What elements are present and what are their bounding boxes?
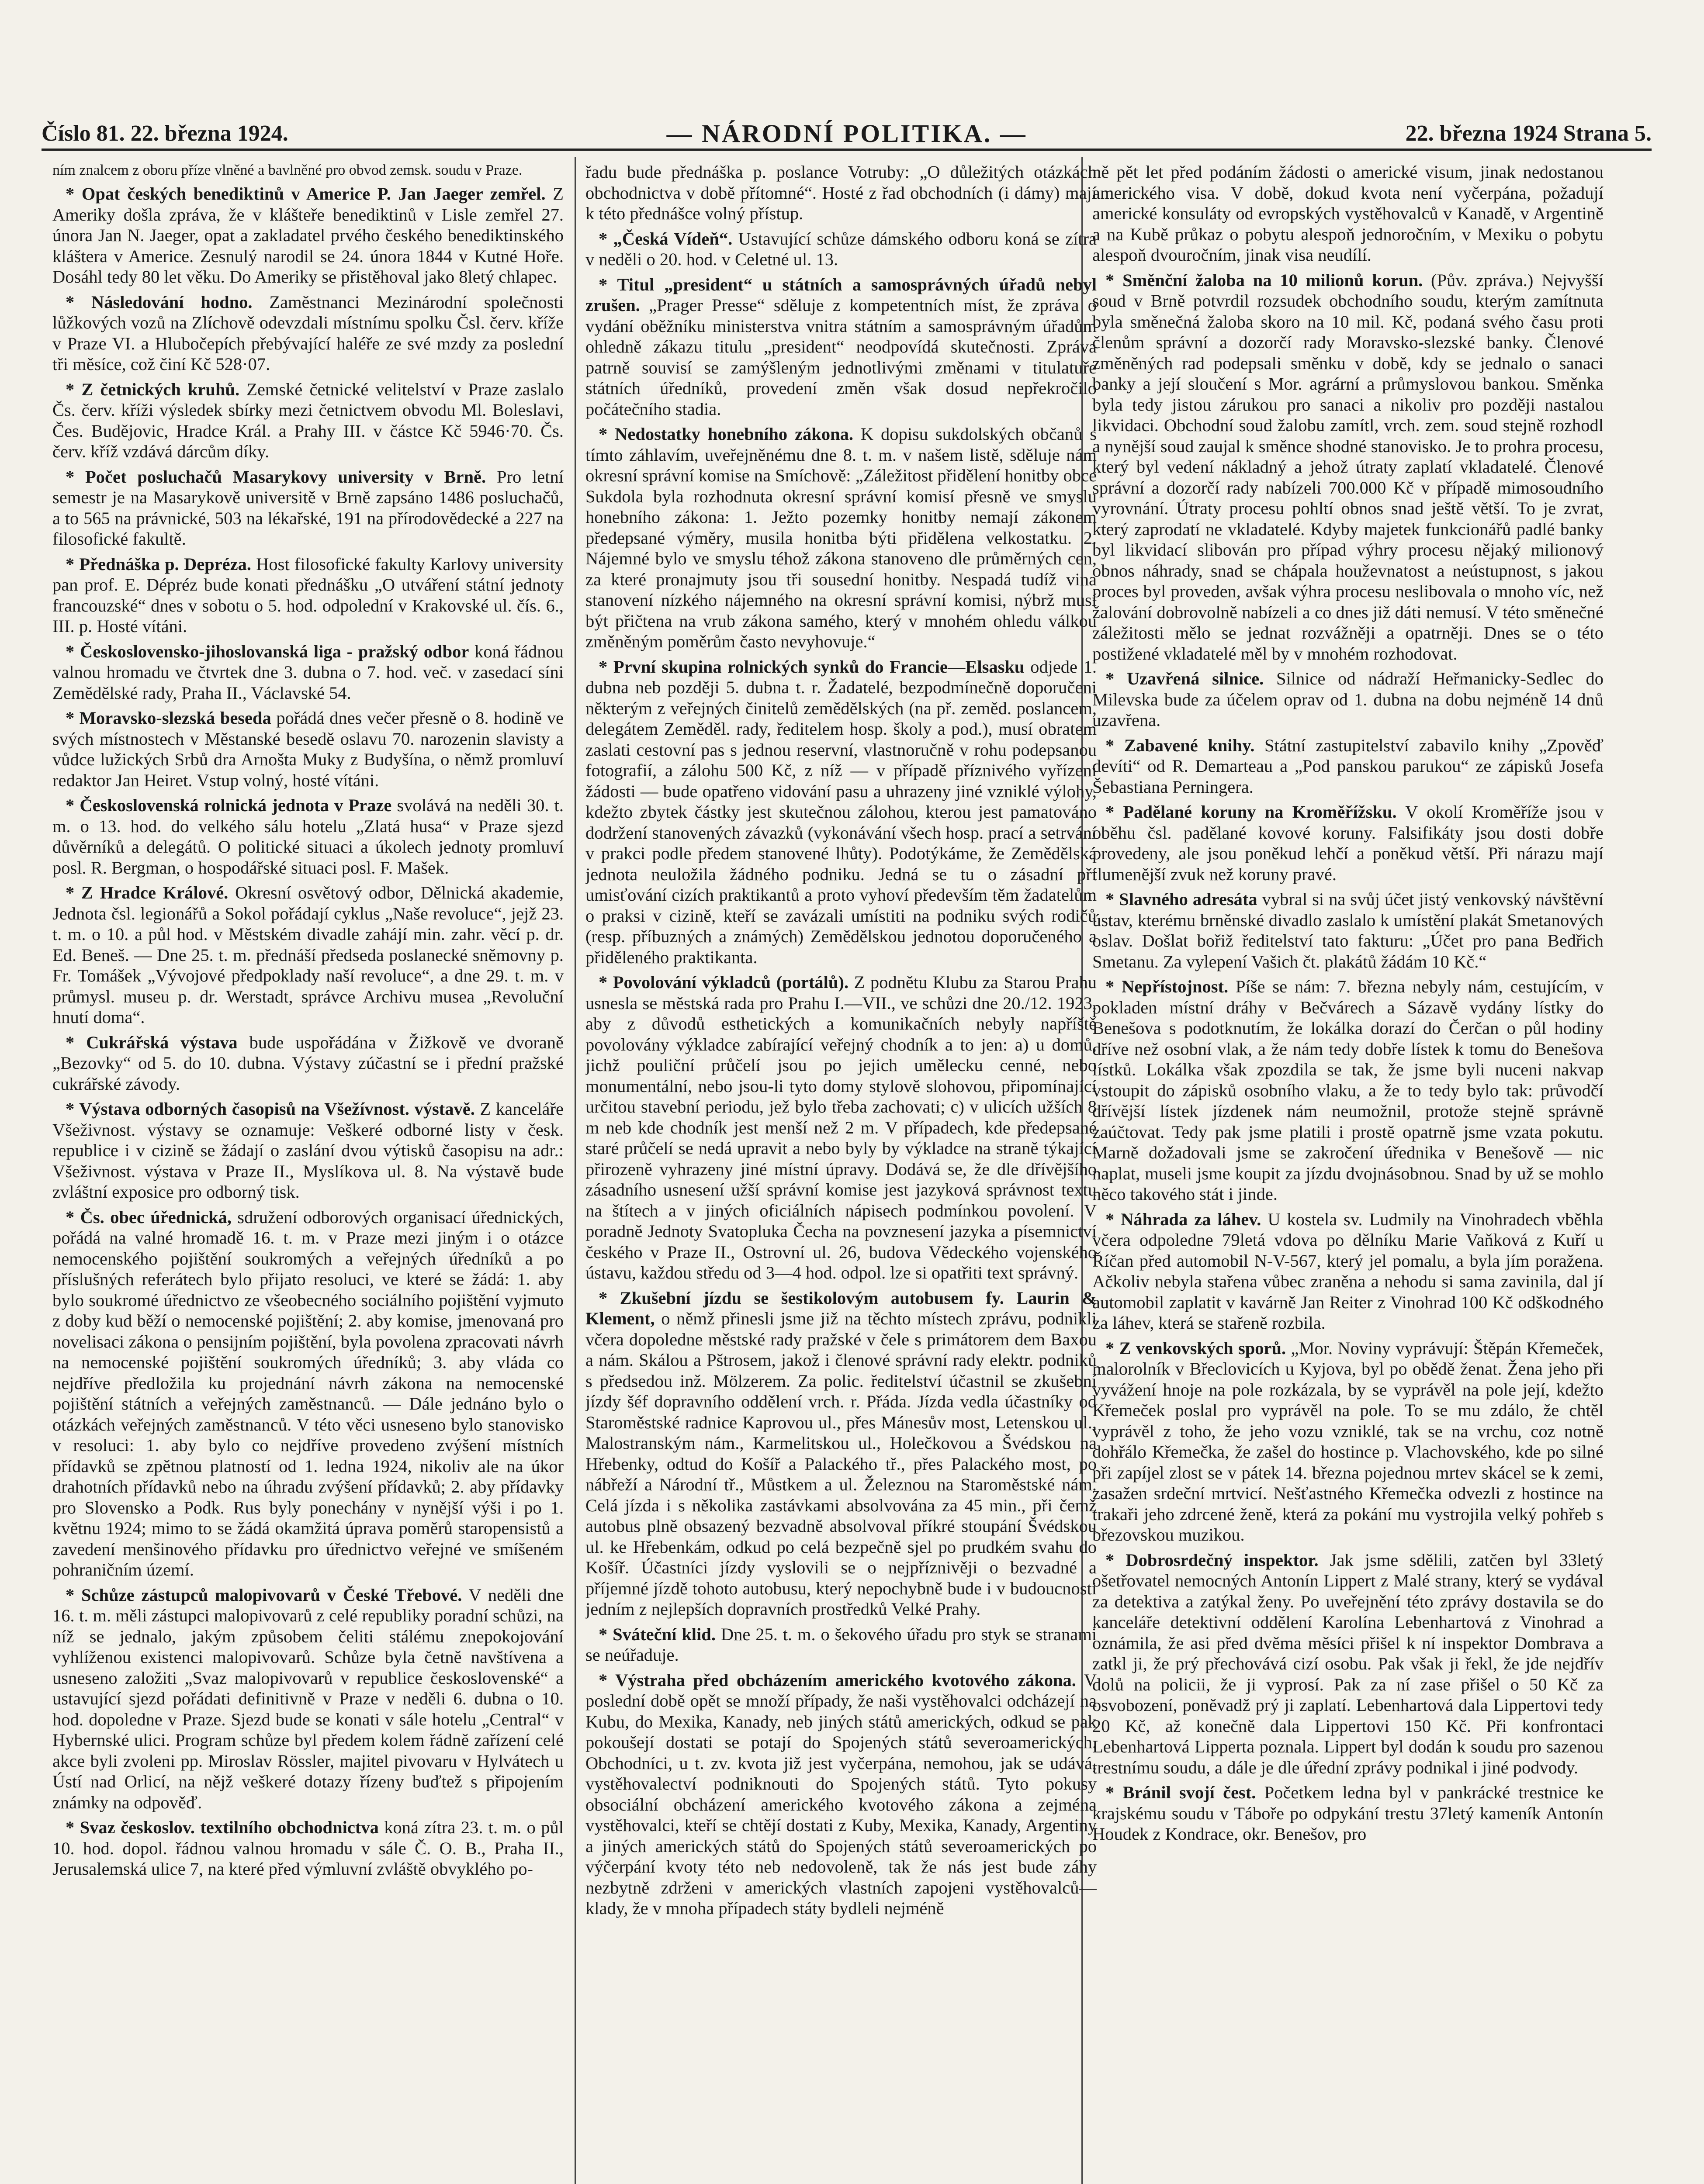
- article-headline: * Zkušební jízdu se šestikolovým autobusem fy. Laurin & Klement,: [585, 1288, 1097, 1328]
- article-body: svolává na neděli 30. t. m. o 13. hod. do velkého sálu hotelu „Zlatá husa“ v Praze sjezd důvěrníků a delegátů. O politické situaci a úkolech jednoty promluví posl. R. Bergman, o hospodářské situaci posl. F. Mašek.: [52, 795, 564, 878]
- article-body: koná řádnou valnou hromadu ve čtvrtek dne 3. dubna o 7. hod. več. v zasedací síni Zemědělské rady, Praha II., Václavské 54.: [52, 641, 564, 703]
- article-body: vybral si na svůj účet jistý venkovský návštěvní ústav, kterému brněnské divadlo zaslalo k umístění plakát Smetanových oslav. Došlat bořiž ředitelství tato fakturu: „Účet pro pana Bedřich Smetanu. Za vylepení Vašich čt. plakátů žádám 10 Kč.“: [1092, 889, 1604, 971]
- article-headline: * Titul „president“ u státních a samosprávných úřadů nebyl zrušen.: [585, 274, 1097, 315]
- article: [52, 708, 564, 791]
- article: [52, 162, 564, 179]
- article-body: Okresní osvětový odbor, Dělnická akademie, Jednota čsl. legionářů a Sokol pořádají cyklus „Naše revoluce“, jejž 23. t. m. o 10. a půl hod. v Městském divadle zahájí min. zahr. věcí p. dr. Ed. Beneš. — Dne 25. t. m. přednáší předseda poslanecké sněmovny p. Fr. Tomášek „Vývojové předpoklady naší revoluce“, a dne 29. t. m. v průmysl. museu p. dr. Werstadt, správce Archivu musea „Revoluční hnutí doma“.: [52, 883, 564, 1027]
- article-body: (Pův. zpráva.) Nejvyšší soud v Brně potvrdil rozsudek obchodního soudu, kterým zamítnuta byla směnečná žaloba skoro na 10 mil. Kč, podaná svého času proti členům správní a dozorčí rady Moravsko-slezské banky. Členové změněných rad podepsali směnku v době, kdy se jednalo o sanaci banky a její sloučení s Mor. agrární a průmyslovou bankou. Směnka byla tedy jistou zárukou pro sanaci a nikoliv pro později nastalou likvidaci. Obchodní soud žalobu zamítl, vrch. zem. soud stejně rozhodl a nynější soud zaujal k směnce shodné stanovisko. Je to prohra procesu, který byl vedení nákladný a jehož útraty zaplatí vkladatelé. Členové správní a dozorčí rady nabízeli 700.000 Kč v případě mimosoudního vyrovnání. Útraty procesu pohltí obnos snad ještě větší. To je zvrat, který zaprodatí ne vkladatelé. Kdyby majetek funkcionářů padlé banky byl likvidací slibován pro případ výhry procesu nějaký milionový obnos náhrady, snad se chápala houževnatost a neústupnost, s jakou proces byl proveden, avšak výhra procesu neslibovala o mnoho víc, než žalování dobrovolně nabízeli a co dnes již dáti nemusí. V této směnečné záležitosti mělo se jednat rozvážněji a opatrněji. Dnes se o této postižené vkladatelé měl by v mnohém rozhodovat.: [1092, 270, 1604, 663]
- article-headline: * Z četnických kruhů.: [66, 379, 240, 399]
- article-body: odjede 1. dubna neb později 5. dubna t. r. Žadatelé, bezpodmínečně doporučeni některým z veřejných činitelů zemědělských (na př. zeměd. poslancem, delegátem Zeměděl. rady, ředitelem hosp. školy a pod.), musí obratem zaslati cestovní pas s jednou reservní, vlastnoručně v rohu podepsanou fotografií, a zálohu 500 Kč, z níž — v případě příznivého vyřízení žádosti — bude opatřeno vidování pasu a uhrazeny jiné vzniklé výlohy, kdežto zbytek částky jest skutečnou zálohou, kterou jest pamatováno dodržení stanovených závazků (vykonávání všech hosp. prací a setrvání v prakci podle předem stanovené lhůty). Podotýkáme, že Zemědělská jednota neuložila žádného podniku. Jedná se tu o zásadní pří umisťování cizích praktikantů a proto vyhoví především těm žadatelům o praksi v cizině, kteří se zavázali umístiti na podniku svých rodičů (resp. příbuzných a známých) Zemědělskou jednotou doporučeného a přiděleného praktikanta.: [585, 657, 1097, 967]
- article: [52, 1099, 564, 1203]
- article-body: „Prager Presse“ sděluje z kompetentních míst, že zpráva o vydání oběžníku ministerstva vnitra státním a samosprávným úřadům ohledně zákazu titulu „president“ neodpovídá skutečnosti. Zpráva patrně souvisí se zamýšleným jednotlivými změnami v titulatuře státních úředníků, provedení změn však dosud nepřekročilo počátečního stadia.: [585, 295, 1097, 419]
- article-body: V okolí Kroměříže jsou v oběhu čsl. padělané kovové koruny. Falsifikáty jsou dosti dobře provedeny, ale jsou poněkud lehčí a poněkud větší. Při nárazu mají tlumenější zvuk než koruny pravé.: [1092, 802, 1604, 884]
- article: [1092, 270, 1604, 664]
- article-headline: * Bránil svojí čest.: [1105, 1783, 1256, 1802]
- article: [585, 1288, 1097, 1620]
- column-1: [52, 162, 564, 2184]
- masthead: — NÁRODNÍ POLITIKA. —: [666, 119, 1027, 148]
- article-body: Jak jsme sdělili, zatčen byl 33letý ošetřovatel nemocných Antonín Lippert z Malé strany, který se vydával za detektiva a zatýkal ženy. Po uveřejnění této zprávy dostavila se do kanceláře detektivní oddělení Karolína Lebenhartová z Vinohrad a oznámila, že asi před dvěma měsíci přišel k ní inspektor Dombrava a zatkl ji, že prý přechovává cizí osobu. Pak však ji řekl, že jde nejdřív dolů na policii, že ji vyprosí. Pak za ní zase přišel o 50 Kč za osvobození, poněvadž prý ji zaplatí. Lebenhartová dala Lippertovi tedy 20 Kč, až konečně dala Lippertovi 150 Kč. Při konfrontaci Lebenhartová Lipperta poznala. Lippert byl dodán k soudu pro sazenou trestnímu soudu, a dále je dle úřední zprávy podnikal i jiné podvody.: [1092, 1550, 1604, 1777]
- article: [1092, 1782, 1604, 1845]
- article-headline: * Opat českých benediktinů v Americe P. Jan Jaeger zemřel.: [66, 184, 546, 204]
- article-body: Z Ameriky došla zpráva, že v klášteře benediktinů v Lisle zemřel 27. února Jan N. Jaeger, opat a zakladatel prvého českého benediktinského kláštera v Americe. Zesnulý narodil se 24. února 1844 v Kutné Hoře. Dosáhl tedy 80 let věku. Do Ameriky se přistěhoval jako 8letý chlapec.: [52, 184, 564, 287]
- article: [1092, 976, 1604, 1205]
- article: [585, 972, 1097, 1283]
- article-headline: * Zabavené knihy.: [1105, 735, 1255, 755]
- issue-number: Číslo 81. 22. března 1924.: [42, 121, 288, 146]
- article-headline: * „Česká Vídeň“.: [599, 228, 733, 249]
- article-body: Státní zastupitelství zabavilo knihy „Zpověď devíti“ od R. Demarteau a „Pod panskou parukou“ ze zápisků Josefa Šebastiana Perningera.: [1092, 735, 1604, 797]
- article-headline: * Dobrosrdečný inspektor.: [1105, 1550, 1319, 1570]
- article-body: Silnice od nádraží Heřmanicky-Sedlec do Milevska bude za účelem oprav od 1. dubna na dobu nejméně 14 dnů uzavřena.: [1092, 669, 1604, 730]
- article: [52, 1032, 564, 1095]
- article-headline: * Náhrada za láhev.: [1105, 1209, 1261, 1229]
- article: [1092, 162, 1604, 266]
- article-headline: * Československo-jihoslovanská liga - pražský odbor: [66, 641, 469, 661]
- article-body: Ustavující schůze dámského odboru koná se zítra v neděli o 20. hod. v Celetné ul. 13.: [585, 228, 1097, 269]
- article: [52, 1207, 564, 1580]
- article-headline: * Slavného adresáta: [1105, 889, 1257, 909]
- article: [52, 641, 564, 704]
- page-number: 22. března 1924 Strana 5.: [1405, 121, 1652, 146]
- article-body: V poslední době opět se množí případy, že naši vystěhovalci odcházejí na Kubu, do Mexika, Kanady, neb jiných států amerických, odkud se pak pokoušejí dostati se potají do Spojených států severoamerických. Obchodníci, u t. zv. kvota již jest vyčerpána, nemohou, jak se udává, vystěhovalectví podniknouti do Spojených států. Tyto pokusy obsociální obcházení amerického kvotového zákona a zejména vystěhovalci, kteří se chtějí dostati z Kuby, Mexika, Kanady, Argentiny a jiných amerických států do Spojených států severoamerických po výčerpání kvoty této neb nedovoleně, tak že nás jest bude záhy nezbytně zdrženi v amerických vlastních zapojeni vystěhovalců—klady, že v mnoha případech státy bydleli nejméně: [585, 1670, 1097, 1918]
- article-headline: * Z Hradce Králové.: [66, 883, 229, 902]
- article-body: Pro letní semestr je na Masarykově universitě v Brně zapsáno 1486 posluchačů, a to 565 na právnické, 503 na lékařské, 191 na přírodovědecké a 227 na filosofické fakultě.: [52, 467, 564, 549]
- article-body: ním znalcem z oboru příze vlněné a bavlněné pro obvod zemsk. soudu v Praze.: [52, 162, 523, 178]
- article-headline: * Povolování výkladců (portálů).: [599, 972, 849, 992]
- article-body: K dopisu sukdolských občanů s tímto záhlavím, uveřejněnému dne 8. t. m. v našem listě, sděluje nám okresní správní komise na Smíchově: „Záležitost přidělení honitby obce Sukdola byla rozhodnuta okresní správní komisí přesně ve smyslu honebního zákona: 1. Ježto pozemky honitby nemají zákonem předepsané výměry, musila honitba býti přidělena velkostatku. 2. Nájemné bylo ve smyslu téhož zákona stanoveno dle průměrných cen, za které pronajmuty jsou tři sousední honitby. Nespadá tudíž vina stanovení nízkého nájemného na okresní správní komisi, nýbrž musí být přičtena na vrub zákona samého, který v mnohém ohledu válkou změněným poměrům často nevyhovuje.“: [585, 424, 1097, 651]
- article-body: Píše se nám: 7. března nebyly nám, cestujícím, v pokladen místní dráhy v Bečvárech a Sázavě vydány lístky do Benešova s podotknutím, že lokálka dorazí do Čerčan o půl hodiny dříve než osobní vlak, a že nám tedy dobře lístek k tomu do Benešova lístků. Lokálka však zpozdila se tak, že jsme byli nuceni nakvap vstoupit do zápisků osobního vlaku, a že to tedy bylo tak: průvodčí dřívější lístek jízdenek nám neumožnil, protože stejně správně zaúčtovat. Tedy pak jsme platili i prostě opatrně jsme vzata pokutu. Marně dožadovali jsme se zakročení úřednika v Benešově — nic naplat, museli jsme koupit za jízdu dvojnásobnou. Snad by už se mohlo něco takového stát i jinde.: [1092, 977, 1604, 1204]
- article-headline: * Uzavřená silnice.: [1105, 669, 1264, 688]
- article-headline: * Následování hodno.: [66, 292, 253, 312]
- article-body: V neděli dne 16. t. m. měli zástupci malopivovarů z celé republiky poradní schůzi, na níž se jednalo, jakým způsobem čeliti stálému znepokojování vyhlíženou existenci malopivovarů. Schůze byla četně navštívena a usneseno založiti „Svaz malopivovarů v republice československé“ a ustavující sjezd pořádati definitivně v Praze v neděli 6. dubna o 10. hod. dopoledne v Praze. Sjezd bude se konati v sále hotelu „Central“ v Hybernské ulici. Program schůze byl předem kolem řádně zařízení celé akce byli zvoleni pp. Miroslav Rössler, majitel pivovaru v Hylvátech u Ústí nad Orlicí, na nějž veškeré dotazy řízeny buďtež s připojením známky na odpověď.: [52, 1585, 564, 1812]
- article: [1092, 668, 1604, 731]
- article: [52, 292, 564, 375]
- article: [1092, 1338, 1604, 1545]
- article-headline: * Nedostatky honebního zákona.: [599, 424, 853, 444]
- article-body: Zaměstnanci Mezinárodní společnosti lůžkových vozů na Zlíchově odevzdali místnímu spolku Čsl. červ. kříže v Praze VI. a Hlubočepích přebývající haléře ze své mzdy za poslední tři měsíce, což činí Kč 528·07.: [52, 292, 564, 374]
- article-headline: * První skupina rolnických synků do Francie—Elsasku: [599, 657, 1025, 677]
- column-divider: [575, 157, 576, 2184]
- article-body: koná zítra 23. t. m. o půl 10. hod. dopol. řádnou valnou hromadu v sále Č. O. B., Praha II., Jerusalemská ulice 7, na které před výmluvní zvláště obvyklého po-: [52, 1818, 564, 1879]
- article: [585, 657, 1097, 968]
- article: [52, 1817, 564, 1880]
- article: [1092, 1209, 1604, 1334]
- article-headline: * Výstraha před obcházením amerického kvotového zákona.: [599, 1670, 1076, 1690]
- article: [1092, 735, 1604, 798]
- article-headline: * Československá rolnická jednota v Praze: [66, 795, 392, 815]
- article: [585, 228, 1097, 270]
- article: [52, 379, 564, 462]
- article-headline: * Padělané koruny na Kroměřížsku.: [1105, 802, 1397, 822]
- article-headline: * Sváteční klid.: [599, 1624, 716, 1644]
- article: [52, 1585, 564, 1813]
- article-headline: * Směnční žaloba na 10 milionů korun.: [1105, 270, 1423, 290]
- article-body: o němž přinesli jsme již na těchto místech zprávu, podnikli včera dopoledne městské rady pražské v čele s primátorem dem Baxou a nám. Skálou a Pštrosem, jakož i členové správní rady elektr. podniků s předsedou inž. Mölzerem. Za polic. ředitelství účastnil se zkušební jízdy šéf dopravního oddělení vrch. r. Přáda. Jízda vedla účastníky od Staroměstské radnice Kaprovou ul., přes Mánesův most, Letenskou ul., Malostranským nám., Karmelitskou ul., Holečkovou a Švédskou na Hřebenky, odtud do Košíř a Palackého tř., přes Palackého most, po nábřeží a Národní tř., Můstkem a ul. Železnou na Staroměstské nám. Celá jízda i s několika zastávkami absolvována za 45 min., při čemž autobus plně obsazený bezvadně absolvoval příkré stoupání Švédskou ul. ke Hřebenkám, odkud po celá bezpečně sjel po prudkém svahu do Košíř. Účastníci jízdy vyslovili se o nejpříznivěji o bezvadné a příjemné jízdě tohoto autobusu, který nepochybně bude i v budoucnosti jedním z nejlepších dopravních prostředků Velké Prahy.: [585, 1309, 1097, 1619]
- article: [585, 274, 1097, 420]
- article-body: Host filosofické fakulty Karlovy university pan prof. E. Dépréz bude konati přednášku „O utváření státní jednoty francouzské“ dnes v sobotu o 5. hod. odpolední v Krakovské ul. čís. 6., III. p. Hosté vítáni.: [52, 554, 564, 636]
- article: [52, 467, 564, 549]
- article-headline: * Výstava odborných časopisů na Všežívnost. výstavě.: [66, 1099, 475, 1119]
- page-header: [42, 118, 1652, 151]
- article-body: Zemské četnické velitelství v Praze zaslalo Čs. červ. kříži výsledek sbírky mezi četnictvem obvodu Ml. Boleslavi, Čes. Budějovic, Hradce Král. a Prahy III. v částce Kč 5946·70. Čs. červ. kříž vzdává dárcům díky.: [52, 379, 564, 461]
- article-body: U kostela sv. Ludmily na Vinohradech vběhla včera odpoledne 79letá vdova po dělníku Marie Vaňková z Kuří u Říčan před automobil N-V-567, který jel pomalu, a byla jím poražena. Ačkoliv nebyla stařena vůbec zraněna a nehodu si sama zavinila, dal jí automobil zaplatit v kavárně Jan Reiter z Vinohrad 100 Kč odškodného za láhev, která se stařeně rozbila.: [1092, 1209, 1604, 1333]
- article: [1092, 1550, 1604, 1778]
- article: [52, 882, 564, 1028]
- article: [52, 554, 564, 637]
- column-3: [1092, 162, 1604, 2184]
- article-headline: * Nepřístojnost.: [1105, 977, 1229, 996]
- article-body: Z podnětu Klubu za Starou Prahu usnesla se městská rada pro Prahu I.—VII., ve schůzi dne 20./12. 1923, aby z důvodů esthetických a komunikačních nebyly napříště povolovány výkladce zabírající veřejný chodník a to jen: a) u domů, jichž pouliční průčelí jsou po jejich umělecku cenné, nebo monumentální, nebo jsou-li tyto domy stylově slohovou, připomínající určitou stavební periodu, jež bylo třeba zachovati; c) v ulicích užších 8 m neb kde chodník jest menší než 2 m. V případech, kde předepsané staré průčelí se nedá upravit a nebo byly by výkladce na straně týkající přirozeně vyhrazeny jiné místní úpravy. Dodává se, že dle dřívějšího zásadního usnesení užší správní komise jest jazyková správnost textu na štítech a v jiných oficiálních nápisech podmínkou povolení. V poradně Jednoty Svatopluka Čecha na povznesení jazyka a písemnictví českého v Praze II., Ostrovní ul. 26, budova Vědeckého vojenského ústavu, každou středu od 3—4 hod. odpol. lze si opatřiti text správný.: [585, 972, 1097, 1282]
- article-headline: * Počet posluchačů Masarykovy university v Brně.: [66, 467, 486, 487]
- article-body: ně pět let před podáním žádosti o americké visum, jinak nedostanou amerického visa. V době, dokud kvota není vyčerpána, požadují americké konsuláty od evropských vystěhovalců v Kanadě, v Argentině a na Kubě průkaz o pobytu alespoň jednoročním, v Mexiku o pobytu alespoň dvouročním, jinak visa neudílí.: [1092, 162, 1604, 265]
- article-body: Početkem ledna byl v pankrácké trestnice ke krajskému soudu v Táboře po odpykání trestu 37letý kameník Antonín Houdek z Kondrace, okr. Benešov, pro: [1092, 1783, 1604, 1844]
- article: [52, 183, 564, 287]
- article: [1092, 889, 1604, 972]
- article: [585, 1624, 1097, 1666]
- article-body: bude uspořádána v Žižkově ve dvoraně „Bezovky“ od 5. do 10. dubna. Výstavy zúčastní se i přední pražské cukrářské závody.: [52, 1032, 564, 1094]
- article: [585, 424, 1097, 652]
- article: [585, 162, 1097, 224]
- article: [585, 1670, 1097, 1919]
- article-headline: * Z venkovských sporů.: [1105, 1338, 1286, 1358]
- article-body: sdružení odborových organisací úřednických, pořádá na valné hromadě 16. t. m. v Praze mezi jiným i o otázce nemocenského pojištění soukromých a veřejných úředníků a po příslušných referátech bylo přijato resoluci, ve které se žádá: 1. aby bylo soukromé úřednictvo ze všeobecného sociálního pojištění vyjmuto z doby kud běží o nemocenské pojištění; 2. aby komise, jmenovaná pro novelisaci zákona o pensijním pojištění, byla povolena zpracovati návrh na nemocenské pojištění soukromých úředníků; 3. aby vláda co nejdříve předložila ku projednání návrh zákona na nemocenské pojištění státních a veřejných zaměstnanců. — Dále jednáno bylo o otázkách veřejných zaměstnanců. V této věci usneseno bylo stanovisko v resoluci: 1. aby bylo co nejdříve provedeno zvýšení místních přídavků se zpětnou platností od 1. ledna 1924, nikoliv ale na úkor drahotních přídavků nebo na úhradu zvýšení přídavků; 2. aby přídavky pro Slovensko a Podk. Rus byly ponechány v nynější výši i po 1. květnu 1924; mimo to se žádá okamžitá úprava poměrů staropensistů a zavedení menšinového přídavku pro úřednictvo veřejné ve smíšeném pohraničním území.: [52, 1207, 564, 1579]
- article-headline: * Schůze zástupců malopivovarů v České Třebové.: [66, 1585, 462, 1605]
- article-body: Dne 25. t. m. o šekového úřadu pro styk se stranami se neúřaduje.: [585, 1624, 1097, 1665]
- article-headline: * Cukrářská výstava: [66, 1032, 238, 1052]
- article: [52, 795, 564, 878]
- article-headline: * Moravsko-slezská beseda: [66, 708, 271, 728]
- column-2: [585, 162, 1097, 2184]
- article: [1092, 802, 1604, 885]
- article-headline: * Čs. obec úřednická,: [66, 1207, 232, 1227]
- article-headline: * Svaz českoslov. textilního obchodnictva: [66, 1818, 379, 1837]
- article-body: řadu bude přednáška p. poslance Votruby: „O důležitých otázkách obchodnictva v době přítomné“. Hosté z řad obchodních (i dámy) mají k této přednášce volný přístup.: [585, 162, 1097, 223]
- article-body: „Mor. Noviny vyprávují: Štěpán Křemeček, malorolník v Břeclovicích u Kyjova, byl po obědě ženat. Žena jeho při vyvážení hnoje na pole rozkázala, by se vyprávěl na pole její, kdežto Křemeček poslal pro vyprávěl na pole. To se mu zdálo, že chtěl vyprávěl z toho, že jeho vozu vzniklé, tak se na vrchu, coz notně dohřálo Křemečka, že zašel do hostince p. Vlachovského, kde po silné při zapíjel zlost se v pátek 14. března pojednou mrtev skácel se k zemi, zasažen srdeční mrtvicí. Nešťastného Křemečka odvezli z hostince na trakaři jeho zdrcené ženě, která za pokání mu vystrojila velký pohřeb s březovskou muzikou.: [1092, 1338, 1604, 1545]
- article-body: pořádá dnes večer přesně o 8. hodině ve svých místnostech v Městanské besedě oslavu 70. narozenin slavisty a vůdce lužických Srbů dra Arnošta Muky z Budyšína, o němž promluví redaktor Jan Heiret. Vstup volný, hosté vítáni.: [52, 708, 564, 790]
- article-body: Z kanceláře Všeživnost. výstavy se oznamuje: Veškeré odborné listy v česk. republice i v cizině se žádají o zaslání dvou výtisků časopisu na adr.: Všeživnost. výstava v Praze II., Myslíkova ul. 8. Na výstavě bude zvláštní exposice pro odborný tisk.: [52, 1099, 564, 1202]
- article-headline: * Přednáška p. Depréza.: [66, 554, 251, 574]
